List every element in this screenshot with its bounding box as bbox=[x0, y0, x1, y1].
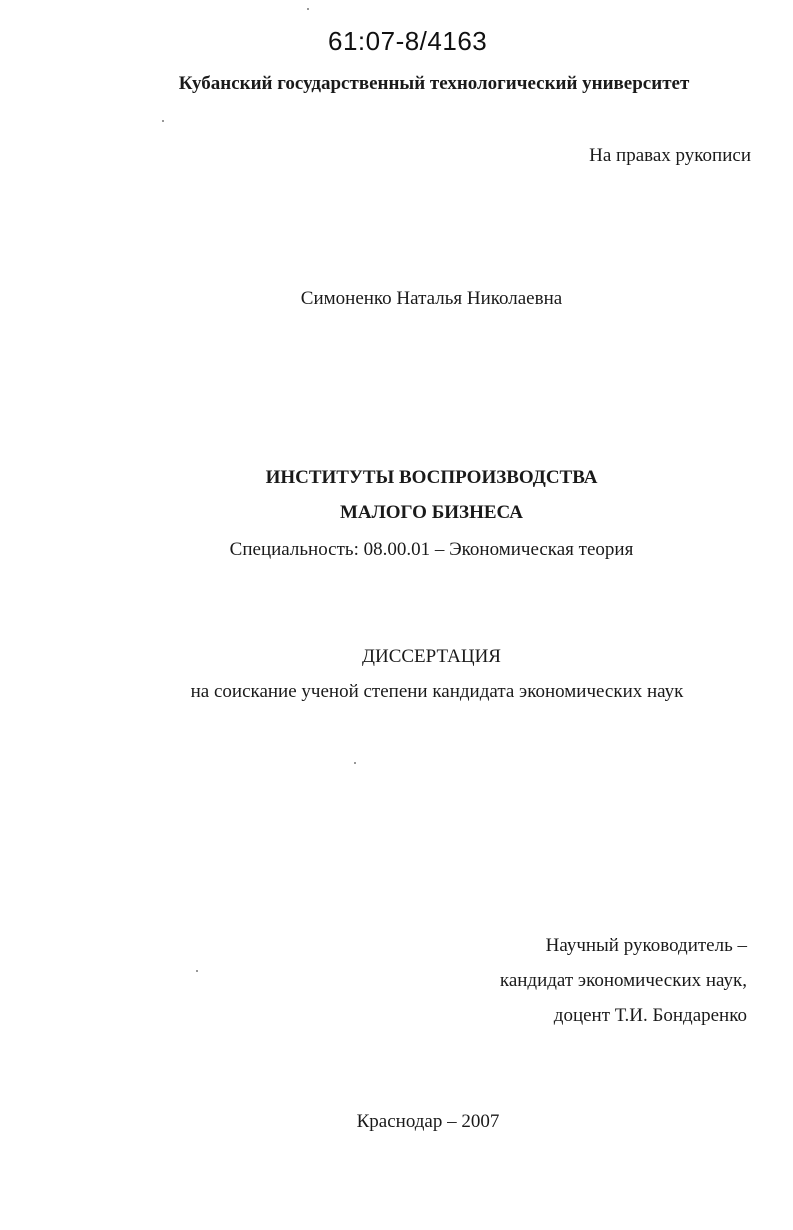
supervisor-line1: Научный руководитель – bbox=[545, 935, 747, 956]
dissertation-title-line2: МАЛОГО БИЗНЕСА bbox=[339, 502, 524, 523]
rights-notice: На правах рукописи bbox=[589, 145, 751, 166]
scan-speck bbox=[307, 8, 309, 10]
scan-speck bbox=[196, 970, 198, 972]
archive-stamp-number: 61:07-8/4163 bbox=[328, 26, 488, 56]
university-name: Кубанский государственный технологический университет bbox=[178, 73, 690, 94]
scan-speck bbox=[162, 120, 164, 122]
supervisor-line2: кандидат экономических наук, bbox=[499, 970, 747, 991]
author-name: Симоненко Наталья Николаевна bbox=[300, 288, 563, 309]
degree-purpose: на соискание ученой степени кандидата экономических наук bbox=[190, 681, 684, 702]
city-year: Краснодар – 2007 bbox=[356, 1111, 500, 1132]
supervisor-line3: доцент Т.И. Бондаренко bbox=[553, 1005, 747, 1026]
document-type: ДИССЕРТАЦИЯ bbox=[362, 646, 501, 667]
dissertation-title-line1: ИНСТИТУТЫ ВОСПРОИЗВОДСТВА bbox=[265, 467, 598, 488]
specialty: Специальность: 08.00.01 – Экономическая теория bbox=[229, 539, 634, 560]
scan-speck bbox=[354, 762, 356, 764]
